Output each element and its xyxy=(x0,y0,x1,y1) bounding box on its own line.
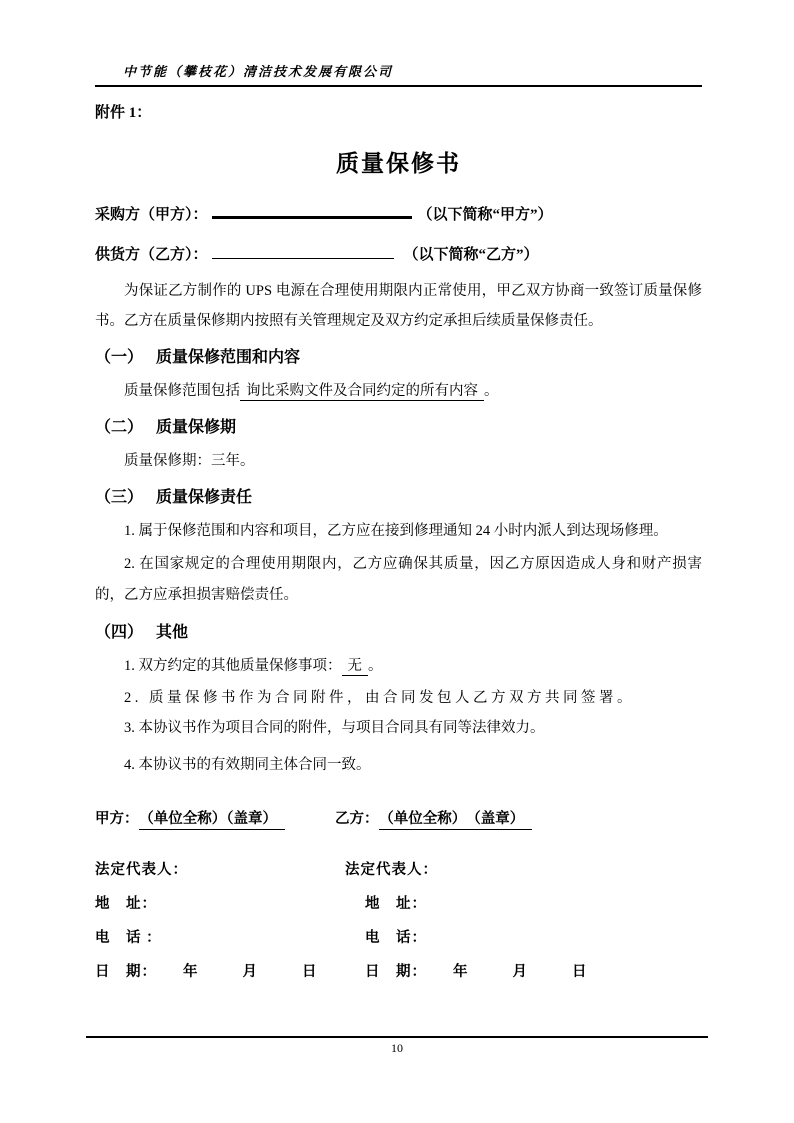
section-2-title: 质量保修期 xyxy=(156,419,237,436)
section-4-item-1-suffix: 。 xyxy=(368,658,383,674)
party-b-address: 地 址： xyxy=(365,896,427,912)
party-b-sign-value: （单位全称） （盖章） xyxy=(379,811,533,830)
party-a-month-label: 月 xyxy=(242,964,258,980)
section-4-item-1 xyxy=(95,651,702,681)
party-a-row xyxy=(95,202,702,228)
party-a-details xyxy=(95,860,345,996)
section-1-body-prefix: 质量保修范围包括 xyxy=(124,383,240,399)
section-2-heading xyxy=(95,414,702,442)
section-3-heading xyxy=(95,484,702,512)
section-4-item-3: 3. 本协议书作为项目合同的附件，与项目合同具有同等法律效力。 xyxy=(124,720,545,736)
party-a-legal-rep: 法定代表人： xyxy=(95,862,188,878)
party-b-date-label: 日 期： xyxy=(365,964,427,980)
document-title: 质量保修书 xyxy=(336,151,461,176)
page-header xyxy=(95,60,702,87)
section-2-body: 质量保修期：三年。 xyxy=(124,453,255,469)
party-a-label: 采购方（甲方）： xyxy=(95,207,208,223)
section-3-number: （三） xyxy=(95,489,144,506)
section-2-number: （二） xyxy=(95,419,144,436)
party-a-year-label: 年 xyxy=(183,964,199,980)
section-1-heading xyxy=(95,344,702,372)
section-3-item-1: 1. 属于保修范围和内容和项目，乙方应在接到修理通知 24 小时内派人到达现场修理。 xyxy=(124,523,668,539)
party-a-date xyxy=(95,962,345,983)
party-a-day-label: 日 xyxy=(302,964,318,980)
party-a-sign-label: 甲方： xyxy=(95,811,139,827)
party-b-date xyxy=(345,962,595,983)
party-a-blank-line xyxy=(212,206,412,219)
party-a-address: 地 址： xyxy=(95,896,157,912)
party-b-row xyxy=(95,242,702,268)
party-b-label: 供货方（乙方）： xyxy=(95,247,208,263)
section-1-body-suffix: 。 xyxy=(484,383,499,399)
section-1-fill-in: 询比采购文件及合同约定的所有内容 xyxy=(240,383,484,401)
attachment-label: 附件 1： xyxy=(95,105,152,121)
party-b-suffix: （以下简称“乙方”） xyxy=(403,247,539,263)
section-4-item-1-prefix: 1. 双方约定的其他质量保修事项： xyxy=(124,658,342,674)
signature-details xyxy=(95,860,702,996)
page-footer xyxy=(86,1036,708,1056)
company-name: 中节能（攀枝花）清洁技术发展有限公司 xyxy=(123,64,394,79)
signature-row xyxy=(95,806,702,832)
party-b-legal-rep: 法定代表人： xyxy=(345,862,438,878)
section-4-number: （四） xyxy=(95,624,144,641)
party-b-month-label: 月 xyxy=(512,964,528,980)
party-a-date-label: 日 期： xyxy=(95,964,157,980)
page-number: 10 xyxy=(391,1041,403,1055)
section-4-item-1-fill-in: 无 xyxy=(342,658,369,676)
section-4-heading xyxy=(95,619,702,647)
party-b-signature xyxy=(335,806,532,832)
intro-paragraph: 为保证乙方制作的 UPS 电源在合理使用期限内正常使用，甲乙双方协商一致签订质量保修书。乙方在质量保修期内按照有关管理规定及双方约定承担后续质量保修责任。 xyxy=(95,283,702,329)
section-4-item-2: 2. 质量保修书作为合同附件，由合同发包人乙方双方共同签署。 xyxy=(124,690,635,706)
party-a-suffix: （以下简称“甲方”） xyxy=(417,207,553,223)
section-3-item-2: 2. 在国家规定的合理使用期限内，乙方应确保其质量，因乙方原因造成人身和财产损害的，乙方应承担损害赔偿责任。 xyxy=(95,556,702,603)
party-b-year-label: 年 xyxy=(453,964,469,980)
party-a-sign-value: （单位全称）（盖章） xyxy=(139,811,286,830)
party-a-signature xyxy=(95,806,335,832)
party-a-phone: 电 话 ： xyxy=(95,930,162,946)
party-b-sign-label: 乙方： xyxy=(335,811,379,827)
section-3-title: 质量保修责任 xyxy=(156,489,253,506)
party-b-phone: 电 话： xyxy=(365,930,427,946)
party-b-day-label: 日 xyxy=(572,964,588,980)
section-1-body xyxy=(95,376,702,406)
section-4-item-4: 4. 本协议书的有效期同主体合同一致。 xyxy=(124,757,371,773)
section-1-number: （一） xyxy=(95,349,144,366)
party-b-details xyxy=(345,860,595,996)
section-4-title: 其他 xyxy=(156,624,189,641)
party-b-blank-line xyxy=(212,246,394,259)
section-1-title: 质量保修范围和内容 xyxy=(156,349,301,366)
